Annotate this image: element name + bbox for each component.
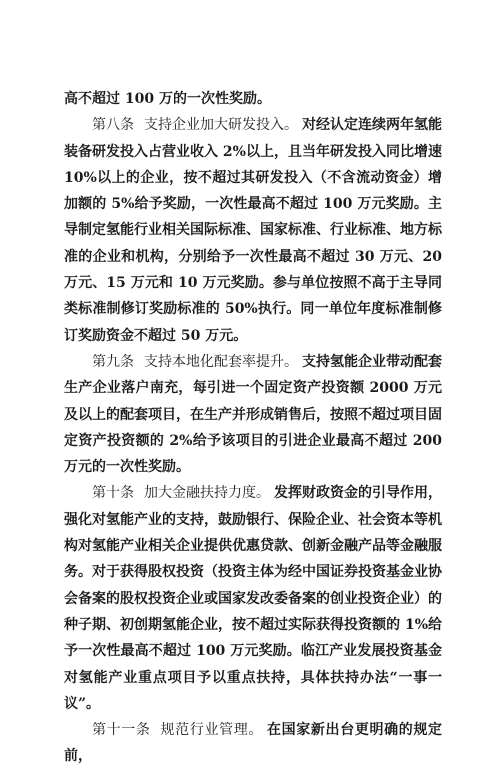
article-heading: 支持企业加大研发投入。 <box>144 117 298 134</box>
article-number: 第十条 <box>92 485 134 502</box>
paragraph-text: 在国家新出台更明确的规定前， <box>64 722 443 765</box>
paragraph-article-11 <box>64 717 442 770</box>
article-number: 第十一条 <box>92 722 151 739</box>
paragraph-text: 高不超过 100 万的一次性奖励。 <box>64 91 271 107</box>
paragraph-article-10 <box>64 480 442 717</box>
article-number: 第八条 <box>92 117 134 134</box>
paragraph-text: 发挥财政资金的引导作用，强化对氢能产业的支持，鼓励银行、保险企业、社会资本等机构对氢能产业相关企业提供优惠贷款、创新金融产品等金融服务。对于获得股权投资（投资主体为经中国证券投资基金业协会备案的股权投资企业或国家发改委备案的创业投资企业）的种子期、初创期氢能企业，按不超过实际获得投资额的 1%给予一次性最高不超过 100 万元奖励。临江产业发展投资基金对氢能产业重点项目予以重点扶持，具体扶持办法“一事一议”。 <box>64 485 442 712</box>
document-body <box>64 86 442 770</box>
paragraph-article-9 <box>64 349 442 480</box>
paragraph-carryover <box>64 86 442 112</box>
paragraph-article-8 <box>64 112 442 349</box>
article-heading: 规范行业管理。 <box>160 722 264 739</box>
paragraph-text: 对经认定连续两年氢能装备研发投入占营业收入 2%以上，且当年研发投入同比增速 10%以上的企业，按不超过其研发投入（不含流动资金）增加额的 5%给予奖励，一次性最高不超过 100 万元奖励。主导制定氢能行业相关国际标准、国家标准、行业标准、地方标准的企业和机构，分别给予一次性最高不超过 30 万元、20 万元、15 万元和 10 万元奖励。参与单位按照不高于主导同类标准制修订奖励标准的 50%执行。同一单位年度标准制修订奖励资金不超过 50 万元。 <box>64 117 442 344</box>
article-heading: 加大金融扶持力度。 <box>144 485 270 502</box>
article-number: 第九条 <box>92 353 134 370</box>
paragraph-text: 支持氢能企业带动配套生产企业落户南充，每引进一个固定资产投资额 2000 万元及以上的配套项目，在生产并形成销售后，按照不超过项目固定资产投资额的 2%给予该项目的引进企业最高不超过 200 万元的一次性奖励。 <box>64 353 442 476</box>
article-heading: 支持本地化配套率提升。 <box>144 353 298 370</box>
